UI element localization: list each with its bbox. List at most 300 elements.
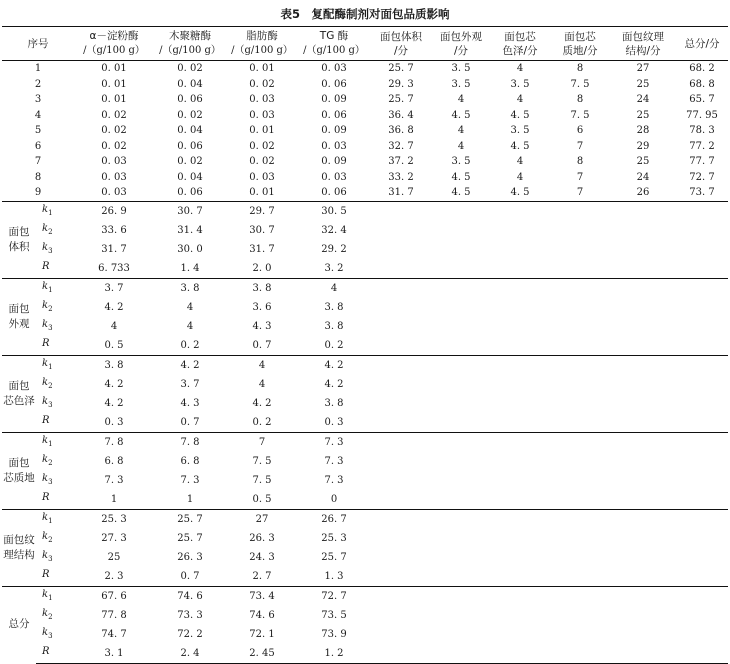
table-cell: 3. 5 <box>451 156 471 168</box>
empty-cell <box>490 240 550 259</box>
stat-value: 4. 2 <box>104 378 124 390</box>
stat-row <box>2 221 728 240</box>
stat-value: 4 <box>298 278 370 298</box>
stat-value: 72. 7 <box>298 586 370 606</box>
empty-cell <box>610 606 676 625</box>
stat-key: $k_2$ <box>42 222 53 236</box>
stat-key: $k_3$ <box>42 549 53 563</box>
stat-row <box>2 529 728 548</box>
stat-row <box>2 586 728 606</box>
empty-cell <box>610 509 676 529</box>
empty-cell <box>490 375 550 394</box>
table-cell: 3. 5 <box>451 78 471 90</box>
empty-cell <box>550 201 610 221</box>
table-cell: 0. 03 <box>321 140 347 152</box>
group-label: 面包 体积 <box>2 201 36 278</box>
stat-value: 0. 7 <box>180 416 200 428</box>
empty-cell <box>550 259 610 279</box>
empty-cell <box>610 298 676 317</box>
empty-cell <box>490 298 550 317</box>
group-label: 面包纹 理结构 <box>2 509 36 586</box>
stat-value: 4. 2 <box>104 397 124 409</box>
table-cell: 3. 5 <box>510 125 530 137</box>
table-cell: 4. 5 <box>451 109 471 121</box>
empty-cell <box>370 240 432 259</box>
empty-cell <box>432 413 490 433</box>
stat-value: 6. 8 <box>104 455 124 467</box>
table-cell: 68. 2 <box>689 63 715 75</box>
empty-cell <box>676 490 728 510</box>
stat-key: R <box>42 260 50 272</box>
stat-value: 1. 2 <box>298 644 370 664</box>
stat-value: 1. 4 <box>180 262 200 274</box>
table-cell: 0. 09 <box>321 125 347 137</box>
empty-cell <box>610 452 676 471</box>
table-cell: 0. 01 <box>101 78 127 90</box>
empty-cell <box>550 548 610 567</box>
stat-value: 25. 3 <box>321 532 347 544</box>
table-cell: 0. 03 <box>249 94 275 106</box>
table-caption: 表5 复配酶制剂对面包品质影响 <box>280 7 450 21</box>
empty-cell <box>370 471 432 490</box>
table-cell: 25. 7 <box>388 94 414 106</box>
stat-value: 74. 6 <box>154 586 226 606</box>
empty-cell <box>610 471 676 490</box>
table-cell: 0. 04 <box>177 125 203 137</box>
empty-cell <box>490 509 550 529</box>
stat-key: $k_1$ <box>36 201 74 221</box>
empty-cell <box>610 336 676 356</box>
table-cell: 0. 06 <box>177 187 203 199</box>
table-cell: 73. 7 <box>689 187 715 199</box>
stat-value: 7. 3 <box>180 474 200 486</box>
empty-cell <box>370 586 432 606</box>
stat-key: $k_2$ <box>42 299 53 313</box>
stat-value: 26. 3 <box>249 532 275 544</box>
empty-cell <box>610 413 676 433</box>
group-label: 面包 外观 <box>2 278 36 355</box>
stat-value: 26. 3 <box>177 551 203 563</box>
empty-cell <box>490 606 550 625</box>
stat-key: $k_2$ <box>42 607 53 621</box>
cell-seq: 7 <box>34 156 42 168</box>
empty-cell <box>610 240 676 259</box>
table-cell: 72. 7 <box>689 171 715 183</box>
empty-cell <box>432 586 490 606</box>
table-cell: 28 <box>636 125 650 137</box>
stat-value: 73. 3 <box>177 609 203 621</box>
stat-row <box>2 298 728 317</box>
empty-cell <box>550 298 610 317</box>
stat-value: 2. 7 <box>252 570 272 582</box>
stat-value: 7. 5 <box>252 474 272 486</box>
empty-cell <box>550 586 610 606</box>
stat-value: 7. 8 <box>154 432 226 452</box>
empty-cell <box>490 452 550 471</box>
empty-cell <box>610 394 676 413</box>
empty-cell <box>432 394 490 413</box>
table-body <box>2 61 728 664</box>
stat-row <box>2 355 728 375</box>
stat-value: 3. 8 <box>324 301 344 313</box>
empty-cell <box>432 298 490 317</box>
empty-cell <box>610 432 676 452</box>
stat-value: 25. 7 <box>321 551 347 563</box>
stat-value: 25. 3 <box>74 509 154 529</box>
table-cell: 0. 03 <box>101 187 127 199</box>
stat-value: 2. 45 <box>226 644 298 664</box>
empty-cell <box>550 567 610 587</box>
table-cell: 0. 01 <box>249 187 275 199</box>
empty-cell <box>610 529 676 548</box>
table-cell: 0. 03 <box>321 171 347 183</box>
stat-row <box>2 452 728 471</box>
stat-value: 31. 7 <box>101 243 127 255</box>
empty-cell <box>676 606 728 625</box>
table-cell: 0. 01 <box>101 94 127 106</box>
stat-value: 0 <box>330 493 338 505</box>
empty-cell <box>490 644 550 664</box>
empty-cell <box>676 529 728 548</box>
empty-cell <box>550 278 610 298</box>
stat-row <box>2 471 728 490</box>
stat-value: 4. 2 <box>252 397 272 409</box>
stat-row <box>2 394 728 413</box>
table-cell: 33. 2 <box>388 171 414 183</box>
stat-value: 0. 7 <box>252 339 272 351</box>
table-cell: 0. 09 <box>321 94 347 106</box>
empty-cell <box>370 490 432 510</box>
stat-value: 73. 4 <box>226 586 298 606</box>
stat-value: 3. 8 <box>226 278 298 298</box>
stat-value: 4. 2 <box>104 301 124 313</box>
stat-value: 25 <box>107 551 121 563</box>
cell-seq: 9 <box>34 187 42 199</box>
empty-cell <box>550 625 610 644</box>
empty-cell <box>550 529 610 548</box>
table-cell: 3. 5 <box>451 63 471 75</box>
empty-cell <box>676 625 728 644</box>
cell-seq: 1 <box>34 63 42 75</box>
empty-cell <box>676 586 728 606</box>
stat-value: 4. 3 <box>252 320 272 332</box>
empty-cell <box>490 625 550 644</box>
empty-cell <box>370 567 432 587</box>
header-row <box>2 27 728 61</box>
table-cell: 36. 4 <box>388 109 414 121</box>
table-row <box>2 123 728 139</box>
group-label: 面包 芯色泽 <box>2 355 36 432</box>
table-cell: 7 <box>576 187 584 199</box>
table-row <box>2 108 728 124</box>
empty-cell <box>550 452 610 471</box>
table-cell: 4 <box>457 94 465 106</box>
stat-value: 33. 6 <box>101 224 127 236</box>
stat-value: 1. 3 <box>324 570 344 582</box>
stat-value: 4 <box>258 378 266 390</box>
stat-row <box>2 259 728 279</box>
table-cell: 68. 8 <box>689 78 715 90</box>
empty-cell <box>370 278 432 298</box>
table-cell: 77. 95 <box>686 109 718 121</box>
stat-value: 26. 9 <box>74 201 154 221</box>
stat-value: 7. 3 <box>324 474 344 486</box>
empty-cell <box>676 201 728 221</box>
empty-cell <box>676 432 728 452</box>
empty-cell <box>490 259 550 279</box>
stat-value: 3. 7 <box>180 378 200 390</box>
table-cell: 0. 03 <box>249 109 275 121</box>
stat-key: R <box>36 644 74 664</box>
stat-value: 2. 0 <box>252 262 272 274</box>
empty-cell <box>550 490 610 510</box>
empty-cell <box>676 240 728 259</box>
empty-cell <box>550 317 610 336</box>
empty-cell <box>550 221 610 240</box>
empty-cell <box>550 606 610 625</box>
table-cell: 0. 02 <box>177 63 203 75</box>
stat-key: $k_1$ <box>36 586 74 606</box>
table-cell: 4. 5 <box>510 140 530 152</box>
table-cell: 4 <box>516 156 524 168</box>
stat-value: 7. 5 <box>252 455 272 467</box>
cell-seq: 2 <box>34 78 42 90</box>
empty-cell <box>490 586 550 606</box>
stat-key: $k_2$ <box>42 530 53 544</box>
empty-cell <box>370 394 432 413</box>
table-cell: 0. 09 <box>321 156 347 168</box>
stat-row <box>2 490 728 510</box>
stat-value: 0. 5 <box>104 339 124 351</box>
table-cell: 4. 5 <box>510 109 530 121</box>
empty-cell <box>432 375 490 394</box>
stat-row <box>2 413 728 433</box>
empty-cell <box>370 317 432 336</box>
table-cell: 4 <box>457 125 465 137</box>
table-cell: 24 <box>636 171 650 183</box>
stat-key: $k_2$ <box>42 376 53 390</box>
header-total: 总分/分 <box>676 27 728 61</box>
table-cell: 0. 06 <box>177 140 203 152</box>
empty-cell <box>490 278 550 298</box>
empty-cell <box>432 259 490 279</box>
empty-cell <box>370 509 432 529</box>
table-row <box>2 92 728 108</box>
table-cell: 0. 01 <box>249 63 275 75</box>
cell-seq: 3 <box>34 94 42 106</box>
empty-cell <box>610 278 676 298</box>
stat-value: 6. 8 <box>180 455 200 467</box>
empty-cell <box>550 432 610 452</box>
stat-value: 3. 8 <box>324 320 344 332</box>
stat-value: 31. 4 <box>177 224 203 236</box>
empty-cell <box>610 490 676 510</box>
stat-value: 0. 5 <box>252 493 272 505</box>
header-crumb-color: 面包芯 色泽/分 <box>490 27 550 61</box>
table-cell: 0. 06 <box>177 94 203 106</box>
stat-row <box>2 336 728 356</box>
table-row <box>2 154 728 170</box>
empty-cell <box>490 201 550 221</box>
empty-cell <box>432 471 490 490</box>
header-lipase: 脂肪酶 /（g/100 g） <box>226 27 298 61</box>
empty-cell <box>490 471 550 490</box>
header-xylanase: 木聚糖酶 /（g/100 g） <box>154 27 226 61</box>
stat-value: 0. 3 <box>324 416 344 428</box>
table-cell: 6 <box>576 125 584 137</box>
table-cell: 25 <box>636 109 650 121</box>
table-cell: 0. 06 <box>321 187 347 199</box>
table-cell: 7. 5 <box>570 78 590 90</box>
table-cell: 26 <box>636 187 650 199</box>
stat-value: 32. 4 <box>321 224 347 236</box>
empty-cell <box>676 375 728 394</box>
empty-cell <box>490 355 550 375</box>
header-tg: TG 酶 /（g/100 g） <box>298 27 370 61</box>
empty-cell <box>610 586 676 606</box>
table-cell: 25 <box>636 156 650 168</box>
table-cell: 24 <box>636 94 650 106</box>
stat-value: 24. 3 <box>249 551 275 563</box>
empty-cell <box>370 548 432 567</box>
stat-value: 72. 1 <box>249 628 275 640</box>
table-cell: 32. 7 <box>388 140 414 152</box>
stat-row <box>2 317 728 336</box>
table-cell: 0. 06 <box>321 109 347 121</box>
empty-cell <box>550 240 610 259</box>
table-row <box>2 170 728 186</box>
table-cell: 0. 02 <box>249 140 275 152</box>
stat-value: 31. 7 <box>249 243 275 255</box>
stat-value: 72. 2 <box>177 628 203 640</box>
table-cell: 4. 5 <box>451 171 471 183</box>
table-cell: 25. 7 <box>388 63 414 75</box>
empty-cell <box>370 259 432 279</box>
stat-value: 74. 7 <box>101 628 127 640</box>
table-cell: 0. 02 <box>249 156 275 168</box>
table-cell: 8 <box>576 156 584 168</box>
empty-cell <box>432 452 490 471</box>
empty-cell <box>610 317 676 336</box>
empty-cell <box>676 259 728 279</box>
stat-value: 2. 4 <box>154 644 226 664</box>
stat-value: 7. 3 <box>324 455 344 467</box>
empty-cell <box>490 490 550 510</box>
table-cell: 29. 3 <box>388 78 414 90</box>
empty-cell <box>432 490 490 510</box>
stat-key: $k_1$ <box>36 355 74 375</box>
table-cell: 0. 04 <box>177 78 203 90</box>
stat-row <box>2 278 728 298</box>
empty-cell <box>490 317 550 336</box>
stat-value: 0. 7 <box>180 570 200 582</box>
cell-seq: 5 <box>34 125 42 137</box>
header-crumb-texture: 面包芯 质地/分 <box>550 27 610 61</box>
stat-value: 7. 8 <box>74 432 154 452</box>
empty-cell <box>676 548 728 567</box>
table-cell: 77. 7 <box>689 156 715 168</box>
empty-cell <box>550 471 610 490</box>
stat-key: $k_1$ <box>36 432 74 452</box>
stat-value: 3. 8 <box>154 278 226 298</box>
empty-cell <box>432 606 490 625</box>
stat-value: 0. 2 <box>252 416 272 428</box>
header-grain-structure: 面包纹理 结构/分 <box>610 27 676 61</box>
stat-key: R <box>42 568 50 580</box>
table-cell: 4 <box>516 94 524 106</box>
results-table <box>2 26 728 664</box>
table-cell: 77. 2 <box>689 140 715 152</box>
empty-cell <box>676 509 728 529</box>
group-label: 面包 芯质地 <box>2 432 36 509</box>
table-cell: 8 <box>576 63 584 75</box>
cell-seq: 4 <box>34 109 42 121</box>
stat-value: 2. 3 <box>104 570 124 582</box>
stat-value: 4 <box>186 320 194 332</box>
stat-value: 3. 7 <box>74 278 154 298</box>
cell-seq: 6 <box>34 140 42 152</box>
stat-value: 30. 0 <box>177 243 203 255</box>
empty-cell <box>610 644 676 664</box>
empty-cell <box>370 221 432 240</box>
stat-value: 4. 3 <box>180 397 200 409</box>
empty-cell <box>490 548 550 567</box>
stat-key: $k_1$ <box>36 509 74 529</box>
stat-row <box>2 548 728 567</box>
stat-value: 27 <box>226 509 298 529</box>
table-cell: 7. 5 <box>570 109 590 121</box>
stat-value: 4 <box>186 301 194 313</box>
header-volume: 面包体积 /分 <box>370 27 432 61</box>
stat-value: 0. 2 <box>180 339 200 351</box>
empty-cell <box>432 644 490 664</box>
stat-value: 7. 3 <box>104 474 124 486</box>
stat-value: 3. 2 <box>324 262 344 274</box>
stat-key: $k_3$ <box>42 241 53 255</box>
empty-cell <box>550 509 610 529</box>
stat-value: 0. 3 <box>104 416 124 428</box>
stat-row <box>2 567 728 587</box>
empty-cell <box>550 644 610 664</box>
stat-value: 1 <box>186 493 194 505</box>
stat-value: 30. 5 <box>298 201 370 221</box>
stat-key: R <box>42 414 50 426</box>
empty-cell <box>610 355 676 375</box>
stat-key: $k_3$ <box>42 318 53 332</box>
stat-value: 29. 7 <box>226 201 298 221</box>
empty-cell <box>676 471 728 490</box>
empty-cell <box>432 432 490 452</box>
empty-cell <box>490 221 550 240</box>
table-cell: 0. 06 <box>321 78 347 90</box>
table-cell: 0. 02 <box>177 156 203 168</box>
empty-cell <box>432 529 490 548</box>
empty-cell <box>610 221 676 240</box>
empty-cell <box>370 201 432 221</box>
table-cell: 7 <box>576 171 584 183</box>
table-cell: 27 <box>636 63 650 75</box>
stat-row <box>2 509 728 529</box>
stat-value: 1 <box>110 493 118 505</box>
empty-cell <box>432 509 490 529</box>
header-appearance: 面包外观 /分 <box>432 27 490 61</box>
empty-cell <box>370 452 432 471</box>
empty-cell <box>370 355 432 375</box>
table-cell: 29 <box>636 140 650 152</box>
empty-cell <box>432 336 490 356</box>
table-cell: 7 <box>576 140 584 152</box>
table-cell: 0. 03 <box>101 171 127 183</box>
